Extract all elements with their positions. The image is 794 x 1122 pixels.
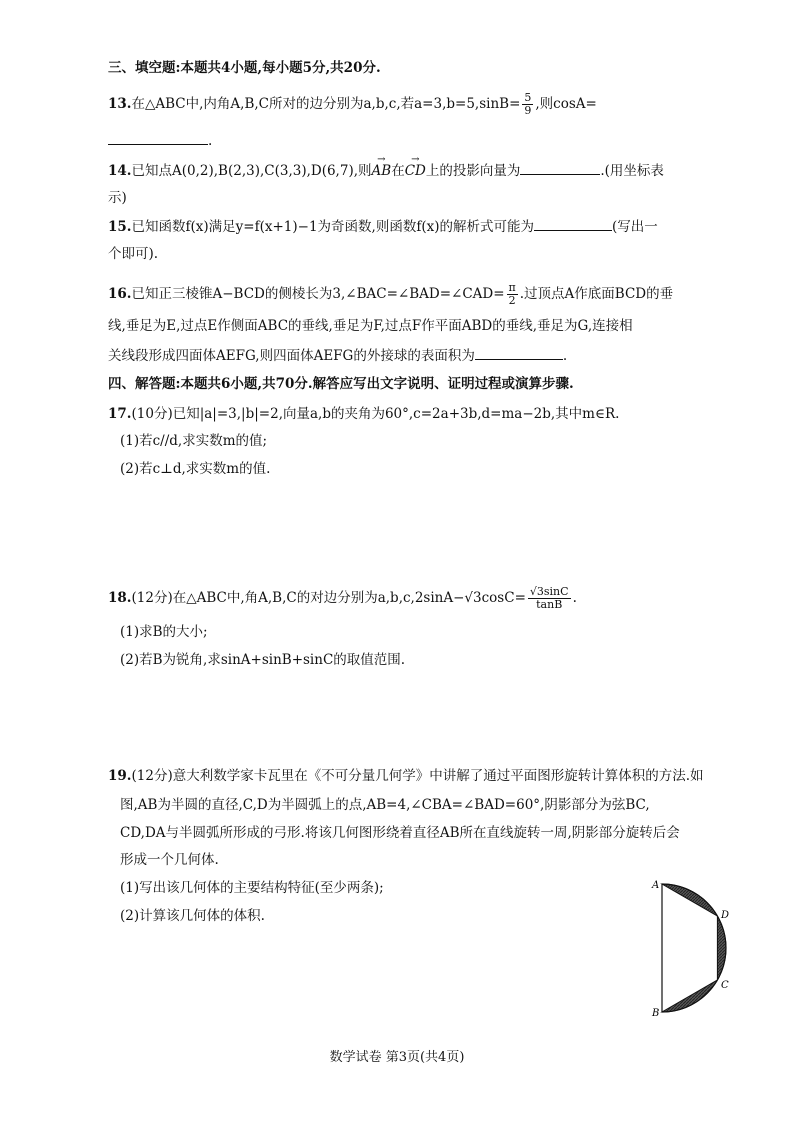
fraction-numerator: π [508,281,516,294]
question-19: 19.(12分)意大利数学家卡瓦里在《不可分量几何学》中讲解了通过平面图形旋转计算体积的方法.如 [108,768,704,784]
answer-blank[interactable] [475,345,563,360]
fraction-numerator: 5 [524,91,532,104]
shaded-segment-ad [662,884,717,916]
point-label-c: C [721,980,729,991]
question-16-line3: 关线段形成四面体AEFG,则四面体AEFG的外接球的表面积为 . [108,345,567,366]
answer-blank[interactable] [534,216,612,231]
question-18: 18.(12分)在△ABC中,角A,B,C的对边分别为a,b,c,2sinA−√3cosC= $\frac{√3\sin C}{\tan B}$ . [108,585,577,611]
question-13 [108,92,597,117]
semicircle-figure [650,878,740,1018]
vector-ab: → AB [372,161,392,181]
question-number: 14. [108,163,132,179]
question-number: 18. [108,590,132,606]
question-number: 13. [108,96,132,112]
question-19-part1: (1)写出该几何体的主要结构特征(至少两条); [120,880,384,896]
vector-cd: → CD [405,161,426,181]
fraction [507,282,518,307]
fraction-denominator: 2 [508,294,516,307]
section-heading-fill-in: 三、填空题:本题共4小题,每小题5分,共20分. [108,60,381,76]
question-number: 17. [108,406,132,422]
answer-blank[interactable] [520,160,600,175]
point-label-d: D [721,910,730,921]
question-14-line2: 示) [108,190,127,206]
question-17: 17.(10分)已知|a|=3,|b|=2,向量a,b的夹角为60°,c=2a+3b,d=ma−2b,其中m∈R. [108,406,620,422]
question-number: 19. [108,768,132,784]
question-17-part2: (2)若c⊥d,求实数m的值. [120,461,271,477]
answer-blank[interactable] [108,130,208,145]
question-18-part2: (2)若B为锐角,求sinA+sinB+sinC的取值范围. [120,652,406,668]
fraction-denominator: 9 [524,104,532,117]
question-16: 16.已知正三棱锥A−BCD的侧棱长为3,∠BAC=∠BAD=∠CAD= $\frac{\pi}{2}$ .过顶点A作底面BCD的垂 [108,281,674,307]
question-17-part1: (1)若c//d,求实数m的值; [120,433,268,449]
point-label-a: A [652,880,660,891]
question-15: 15.已知函数f(x)满足y=f(x+1)−1为奇函数,则函数f(x)的解析式可能为 (写出一 [108,216,658,237]
question-13-answer-line: . [108,130,212,151]
page-footer: 数学试卷 第3页(共4页) [329,1050,465,1065]
fraction [522,92,533,117]
question-number: 16. [108,286,132,302]
question-15-line2: 个即可). [108,246,159,262]
question-16-line2: 线,垂足为E,过点E作侧面ABC的垂线,垂足为F,过点F作平面ABD的垂线,垂足为G,连接相 [108,318,633,334]
question-number: 15. [108,219,132,235]
question-19-part2: (2)计算该几何体的体积. [120,908,265,924]
section-heading-solutions: 四、解答题:本题共6小题,共70分.解答应写出文字说明、证明过程或演算步骤. [108,376,574,392]
fraction [528,586,571,611]
question-19-line2: 图,AB为半圆的直径,C,D为半圆弧上的点,AB=4,∠CBA=∠BAD=60°,阴影部分为弦BC, [120,797,650,813]
question-19-line4: 形成一个几何体. [120,852,219,868]
question-18-part1: (1)求B的大小; [120,624,208,640]
question-14: 14.已知点A(0,2),B(2,3),C(3,3),D(6,7),则→ AB在→ CD上的投影向量为 .(用坐标表 [108,160,664,181]
question-text: 在△ABC中,内角A,B,C所对的边分别为a,b,c,若a=3,b=5,sinB= [131,96,521,112]
point-label-b: B [652,1008,660,1018]
semicircle-arc [662,884,726,1012]
shaded-segment-cb [662,980,717,1012]
fraction-denominator: tanB [536,598,563,611]
question-text: ,则cosA= [535,96,597,112]
question-19-line3: CD,DA与半圆弧所形成的弓形.将该几何图形绕着直径AB所在直线旋转一周,阴影部分旋转后会 [120,825,680,841]
fraction-numerator: √3sinC [529,585,569,598]
